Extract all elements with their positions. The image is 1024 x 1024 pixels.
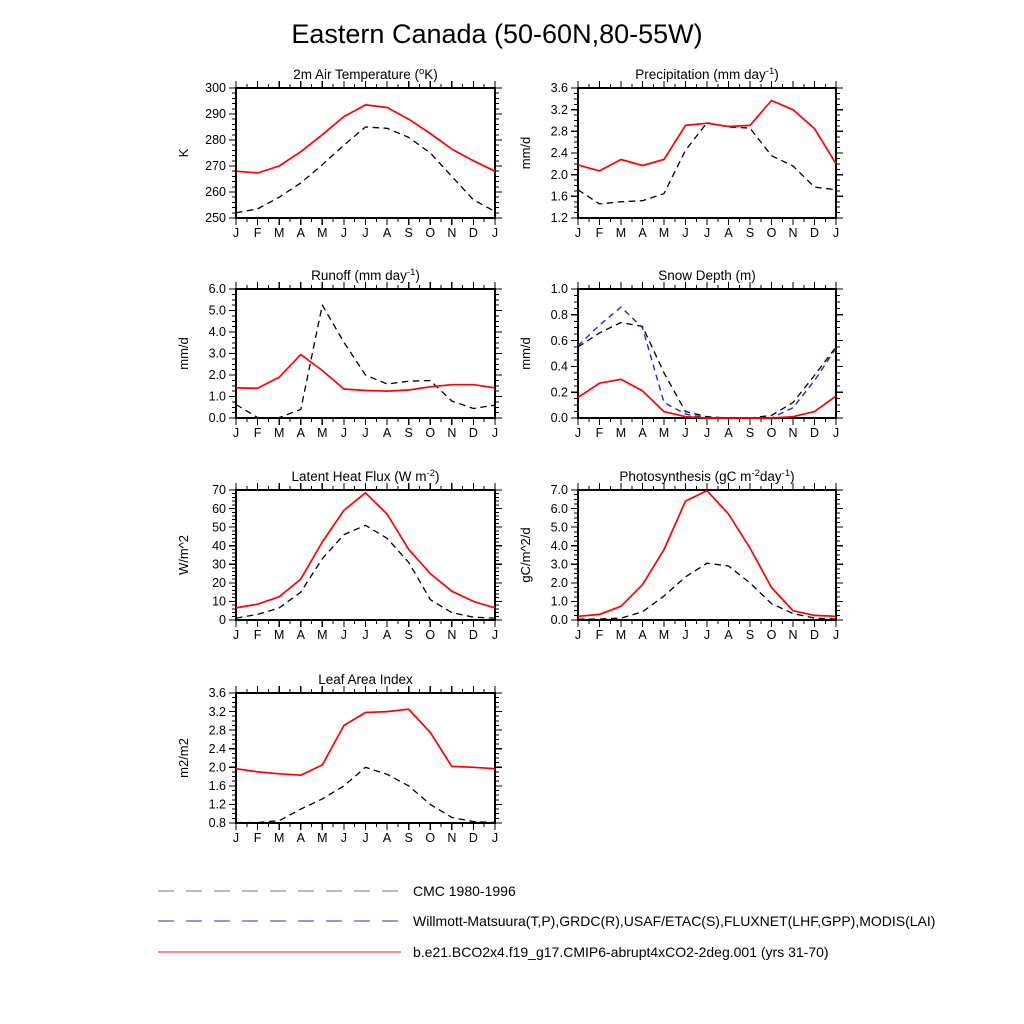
x-tick-label: J bbox=[491, 226, 499, 240]
x-tick-label: J bbox=[703, 426, 711, 440]
y-tick-label: 5.0 bbox=[208, 303, 226, 318]
x-tick-label: O bbox=[425, 426, 436, 440]
x-tick-label: F bbox=[253, 831, 262, 845]
y-tick-label: 2.4 bbox=[208, 741, 226, 756]
y-tick-label: 3.0 bbox=[550, 557, 568, 572]
y-tick-label: 4.0 bbox=[550, 538, 568, 553]
series-model-line bbox=[236, 493, 495, 608]
panel-precipitation bbox=[488, 62, 864, 264]
x-tick-label: N bbox=[447, 628, 457, 642]
x-tick-label: J bbox=[574, 628, 582, 642]
legend-label-cmc: CMC 1980-1996 bbox=[413, 883, 516, 900]
y-tick-label: 3.0 bbox=[208, 346, 226, 361]
x-tick-label: J bbox=[362, 628, 369, 642]
x-tick-label: J bbox=[682, 426, 689, 440]
x-tick-label: N bbox=[447, 831, 457, 845]
x-tick-label: D bbox=[468, 226, 478, 240]
y-tick-label: 1.0 bbox=[550, 594, 568, 609]
legend-item-model bbox=[157, 937, 935, 967]
x-tick-label: F bbox=[253, 426, 262, 440]
panel-title: Photosynthesis (gC $m^{-2}day^{-1}$) bbox=[619, 468, 795, 484]
y-tick-label: 10 bbox=[212, 594, 226, 609]
legend-line-solid-red bbox=[157, 946, 402, 958]
x-tick-label: J bbox=[362, 831, 369, 845]
panel-leaf-area-index bbox=[146, 667, 523, 869]
panel-title: Snow Depth (m) bbox=[658, 268, 756, 283]
x-tick-label: S bbox=[745, 628, 755, 642]
axis-box bbox=[236, 289, 495, 418]
axis-box bbox=[578, 88, 836, 218]
y-axis-label: K bbox=[176, 148, 191, 158]
y-tick-label: 0 bbox=[219, 613, 226, 628]
x-tick-label: S bbox=[404, 426, 413, 440]
x-tick-label: J bbox=[832, 226, 840, 240]
y-tick-label: 2.0 bbox=[208, 760, 226, 775]
y-tick-label: 280 bbox=[205, 133, 226, 148]
legend bbox=[157, 876, 935, 967]
panel-title: 2m Air Temperature ($^o$K) bbox=[293, 66, 438, 82]
y-tick-label: 0.4 bbox=[550, 359, 568, 374]
axis-box bbox=[578, 490, 836, 620]
y-tick-label: 6.0 bbox=[550, 501, 568, 516]
x-tick-label: A bbox=[724, 426, 733, 440]
series-model-line bbox=[236, 355, 495, 392]
x-tick-label: J bbox=[491, 831, 499, 845]
series-obs-line bbox=[236, 305, 495, 418]
x-tick-label: A bbox=[296, 426, 305, 440]
x-tick-label: O bbox=[425, 226, 436, 240]
axis-minor-ticks bbox=[574, 285, 840, 422]
x-tick-label: J bbox=[340, 226, 348, 240]
y-tick-label: 1.0 bbox=[550, 282, 568, 297]
series-model-line bbox=[236, 709, 495, 775]
axis-minor-ticks bbox=[232, 285, 499, 422]
x-tick-label: M bbox=[658, 426, 670, 440]
series-obs-line bbox=[236, 127, 495, 213]
x-tick-label: S bbox=[404, 226, 413, 240]
y-tick-label: 2.0 bbox=[550, 576, 568, 591]
legend-line-dashed-gray bbox=[157, 885, 402, 897]
panel-title: Latent Heat Flux (W $m^{-2}$) bbox=[291, 468, 440, 484]
series-obs-line bbox=[236, 525, 495, 618]
x-tick-label: M bbox=[317, 628, 328, 642]
x-tick-label: A bbox=[382, 628, 392, 642]
x-tick-label: J bbox=[682, 628, 689, 642]
y-tick-label: 2.4 bbox=[550, 146, 568, 161]
series-obs-line bbox=[236, 767, 495, 822]
x-tick-label: F bbox=[253, 226, 262, 240]
y-tick-label: 2.0 bbox=[550, 167, 568, 182]
x-tick-label: F bbox=[595, 226, 604, 240]
x-tick-label: J bbox=[232, 226, 240, 240]
x-tick-label: M bbox=[658, 628, 670, 642]
x-tick-label: S bbox=[745, 426, 755, 440]
axis-box bbox=[236, 490, 495, 620]
legend-item-cmc bbox=[157, 876, 935, 906]
x-tick-label: D bbox=[809, 226, 820, 240]
series-model-line bbox=[578, 101, 836, 171]
y-tick-label: 40 bbox=[212, 538, 226, 553]
y-tick-label: 0.8 bbox=[550, 308, 568, 322]
x-tick-label: A bbox=[382, 426, 392, 440]
y-tick-label: 70 bbox=[212, 483, 226, 498]
series-obs-line bbox=[578, 563, 836, 619]
x-tick-label: J bbox=[832, 628, 840, 642]
x-tick-label: J bbox=[340, 628, 348, 642]
x-tick-label: J bbox=[491, 628, 499, 642]
x-tick-label: O bbox=[425, 628, 436, 642]
x-tick-label: S bbox=[745, 226, 755, 240]
x-tick-label: J bbox=[574, 426, 582, 440]
y-tick-label: 270 bbox=[205, 159, 226, 174]
x-tick-label: F bbox=[595, 628, 604, 642]
legend-item-obs bbox=[157, 906, 935, 936]
legend-label-model: b.e21.BCO2x4.f19_g17.CMIP6-abrupt4xCO2-2deg.001 (yrs 31-70) bbox=[413, 943, 829, 960]
y-tick-label: 60 bbox=[212, 501, 226, 516]
x-tick-label: D bbox=[468, 426, 478, 440]
y-tick-label: 0.6 bbox=[550, 333, 568, 348]
axis-major-ticks bbox=[571, 81, 843, 225]
x-tick-label: J bbox=[574, 226, 582, 240]
y-tick-label: 250 bbox=[205, 211, 226, 226]
x-tick-label: J bbox=[491, 426, 499, 440]
axis-major-ticks bbox=[229, 686, 502, 830]
y-tick-label: 7.0 bbox=[550, 483, 568, 498]
axis-minor-ticks bbox=[232, 689, 499, 827]
x-tick-label: S bbox=[404, 831, 413, 845]
y-tick-label: 1.0 bbox=[208, 389, 226, 404]
y-axis-label: mm/d bbox=[518, 136, 533, 170]
x-tick-label: N bbox=[788, 226, 798, 240]
y-tick-label: 0.0 bbox=[550, 411, 568, 426]
y-tick-label: 30 bbox=[212, 557, 226, 572]
x-tick-label: A bbox=[724, 226, 733, 240]
x-tick-label: M bbox=[273, 226, 285, 240]
x-tick-label: O bbox=[766, 628, 777, 642]
x-tick-label: J bbox=[703, 628, 711, 642]
x-tick-label: M bbox=[273, 426, 285, 440]
x-tick-label: J bbox=[340, 831, 348, 845]
y-tick-label: 5.0 bbox=[550, 520, 568, 535]
x-tick-label: A bbox=[638, 226, 647, 240]
axis-minor-ticks bbox=[574, 84, 840, 222]
panel-snow-depth bbox=[488, 263, 864, 464]
x-tick-label: D bbox=[809, 426, 820, 440]
axis-major-ticks bbox=[229, 483, 502, 627]
y-tick-label: 1.6 bbox=[550, 189, 568, 204]
x-tick-label: D bbox=[809, 628, 820, 642]
x-tick-label: J bbox=[832, 426, 840, 440]
x-tick-label: A bbox=[638, 426, 647, 440]
legend-label-obs: Willmott-Matsuura(T,P),GRDC(R),USAF/ETAC(S),FLUXNET(LHF,GPP),MODIS(LAI) bbox=[413, 913, 936, 930]
x-tick-label: A bbox=[382, 831, 392, 845]
y-axis-label: W/m^2 bbox=[176, 534, 191, 576]
panel-title: Precipitation (mm day$^{-1}$) bbox=[635, 66, 779, 82]
x-tick-label: N bbox=[447, 226, 457, 240]
axis-minor-ticks bbox=[574, 486, 840, 624]
y-tick-label: 0.8 bbox=[208, 816, 226, 831]
x-tick-label: F bbox=[595, 426, 604, 440]
panel-photosynthesis bbox=[488, 464, 864, 666]
x-tick-label: S bbox=[404, 628, 413, 642]
y-axis-label: m2/m2 bbox=[176, 738, 191, 778]
x-tick-label: J bbox=[340, 426, 348, 440]
x-tick-label: N bbox=[788, 628, 798, 642]
panel-title: Runoff (mm day$^{-1}$) bbox=[311, 267, 420, 283]
y-tick-label: 300 bbox=[205, 81, 226, 96]
x-tick-label: O bbox=[766, 226, 777, 240]
x-tick-label: M bbox=[658, 226, 670, 240]
x-tick-label: D bbox=[468, 831, 478, 845]
axis-major-ticks bbox=[571, 282, 843, 425]
y-tick-label: 0.0 bbox=[550, 613, 568, 628]
y-tick-label: 290 bbox=[205, 107, 226, 122]
y-tick-label: 20 bbox=[212, 576, 226, 591]
x-tick-label: J bbox=[362, 226, 369, 240]
x-tick-label: A bbox=[638, 628, 647, 642]
x-tick-label: M bbox=[273, 628, 285, 642]
x-tick-label: D bbox=[468, 628, 478, 642]
x-tick-label: M bbox=[615, 226, 627, 240]
series-model-line bbox=[236, 105, 495, 173]
x-tick-label: N bbox=[788, 426, 798, 440]
panel-latent-heat-flux bbox=[146, 464, 523, 666]
x-tick-label: J bbox=[232, 831, 240, 845]
y-tick-label: 6.0 bbox=[208, 282, 226, 297]
y-tick-label: 50 bbox=[212, 520, 226, 535]
x-tick-label: J bbox=[232, 426, 240, 440]
x-tick-label: M bbox=[273, 831, 285, 845]
x-tick-label: M bbox=[615, 426, 627, 440]
y-axis-label: gC/m^2/d bbox=[518, 527, 533, 583]
panel-title: Leaf Area Index bbox=[318, 672, 413, 687]
y-tick-label: 3.6 bbox=[550, 81, 568, 96]
x-tick-label: A bbox=[296, 226, 305, 240]
x-tick-label: M bbox=[317, 831, 328, 845]
axis-box bbox=[236, 88, 495, 218]
x-tick-label: J bbox=[682, 226, 689, 240]
x-tick-label: A bbox=[724, 628, 733, 642]
x-tick-label: A bbox=[296, 628, 305, 642]
x-tick-label: M bbox=[615, 628, 627, 642]
y-axis-label: mm/d bbox=[518, 337, 533, 370]
axis-major-ticks bbox=[571, 483, 843, 627]
panel-runoff bbox=[146, 263, 523, 464]
x-tick-label: O bbox=[766, 426, 777, 440]
x-tick-label: M bbox=[317, 226, 328, 240]
figure-title: Eastern Canada (50-60N,80-55W) bbox=[291, 19, 703, 49]
x-tick-label: J bbox=[703, 226, 711, 240]
x-tick-label: F bbox=[253, 628, 262, 642]
x-tick-label: J bbox=[362, 426, 369, 440]
series-model-line bbox=[578, 491, 836, 617]
y-tick-label: 1.2 bbox=[208, 797, 226, 812]
y-tick-label: 260 bbox=[205, 185, 226, 200]
series-model-line bbox=[578, 379, 836, 418]
y-tick-label: 0.2 bbox=[550, 385, 568, 400]
y-tick-label: 0.0 bbox=[208, 411, 226, 426]
y-tick-label: 3.2 bbox=[208, 704, 226, 719]
panel-air-temperature bbox=[146, 62, 523, 264]
series-obs-line bbox=[578, 123, 836, 204]
x-tick-label: M bbox=[317, 426, 328, 440]
y-tick-label: 3.2 bbox=[550, 102, 568, 117]
series-obs-line bbox=[578, 323, 836, 419]
x-tick-label: A bbox=[382, 226, 392, 240]
series-cmc-line bbox=[578, 307, 836, 418]
y-tick-label: 3.6 bbox=[208, 686, 226, 701]
y-tick-label: 2.0 bbox=[208, 368, 226, 383]
y-axis-label: mm/d bbox=[176, 337, 191, 370]
y-tick-label: 4.0 bbox=[208, 325, 226, 340]
x-tick-label: J bbox=[232, 628, 240, 642]
legend-line-dashed-blue bbox=[157, 915, 402, 927]
x-tick-label: N bbox=[447, 426, 457, 440]
axis-minor-ticks bbox=[232, 486, 499, 624]
axis-major-ticks bbox=[229, 81, 502, 225]
y-tick-label: 1.6 bbox=[208, 779, 226, 794]
y-tick-label: 1.2 bbox=[550, 211, 568, 226]
y-tick-label: 2.8 bbox=[208, 723, 226, 738]
y-tick-label: 2.8 bbox=[550, 124, 568, 139]
axis-box bbox=[578, 289, 836, 418]
x-tick-label: O bbox=[425, 831, 436, 845]
x-tick-label: A bbox=[296, 831, 305, 845]
